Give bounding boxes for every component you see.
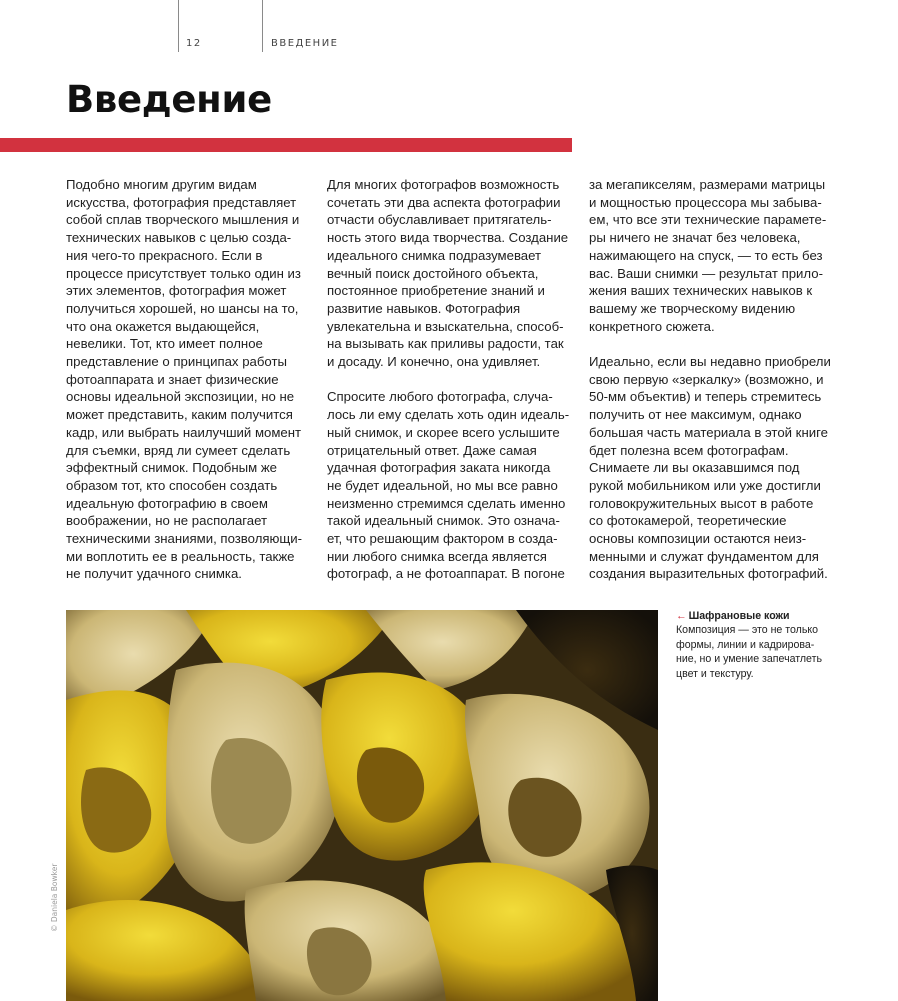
body-text-line: что она окажется выдающейся, — [66, 318, 260, 334]
body-text-line: этих элементов, фотография может — [66, 283, 287, 299]
body-text-line: конкретного сюжета. — [589, 318, 715, 334]
body-text-line: не будет идеальной, но мы все равно — [327, 477, 558, 493]
body-text-line: получить от нее максимум, однако — [589, 407, 802, 423]
body-text-line: основы композиции остаются неиз- — [589, 531, 807, 547]
body-text-line: ет, что решающим фактором в созда- — [327, 531, 558, 547]
body-text-line: представление о принципах работы — [66, 354, 287, 370]
paragraph-gap — [589, 335, 807, 353]
body-text-line: процессе присутствует только один из — [66, 265, 301, 281]
body-text-line: образом тот, кто способен создать — [66, 477, 278, 493]
arrow-left-icon: ← — [676, 610, 687, 622]
body-text-line: лось ли ему сделать хоть один идеаль- — [327, 407, 570, 423]
body-text-line: головокружительных высот в работе — [589, 495, 814, 511]
caption-line: Композиция — это не только — [676, 624, 818, 637]
paragraph-gap — [327, 371, 545, 389]
body-text-line: не получит удачного снимка. — [66, 566, 242, 582]
body-text-line: вашему же творческому видению — [589, 300, 796, 316]
body-text-line: на вызывать как приливы радости, так — [327, 336, 564, 352]
body-text-line: Подобно многим другим видам — [66, 177, 257, 192]
body-text-line: менными и служат фундаментом для — [589, 548, 819, 564]
body-text-line: технических навыков с целью созда- — [66, 230, 292, 246]
body-text-line: вечный поиск достойного объекта, — [327, 265, 539, 281]
body-text-line: отрицательный ответ. Даже самая — [327, 442, 537, 458]
caption-line: ние, но и умение запечатлеть — [676, 653, 822, 666]
body-text-line: техническими знаниями, позволяющи- — [66, 531, 303, 547]
body-text-line: ры ничего не значат без человека, — [589, 230, 801, 246]
caption-title-text: Шафрановые кожи — [688, 610, 790, 622]
body-text-line: свою первую «зеркалку» (возможно, и — [589, 371, 824, 387]
body-text-line: развитие навыков. Фотография — [327, 300, 521, 316]
body-text-line: отчасти обуславливает притягатель- — [327, 212, 552, 228]
running-head-section: ВВЕДЕНИЕ — [271, 38, 339, 49]
body-text-line: Для многих фотографов возможность — [327, 177, 560, 192]
body-text-line: для съемки, вряд ли сумеет сделать — [66, 442, 291, 458]
body-text-line: и досаду. И конечно, она удивляет. — [327, 354, 541, 370]
body-text-line: собой сплав творческого мышления и — [66, 212, 300, 228]
caption-line: цвет и текстуру. — [676, 667, 754, 680]
header-rule-right — [262, 0, 263, 52]
text-column-3 — [589, 176, 831, 583]
body-text-line: ем, что все эти технические парамете- — [589, 212, 827, 228]
saffron-leather-photo — [66, 610, 658, 1001]
body-text-line: может представить, каким получится — [66, 407, 293, 423]
body-text-line: воображении, но не располагает — [66, 513, 268, 529]
photo-credit: © Daniela Bowker — [50, 863, 59, 932]
body-text-line: сочетать эти два аспекта фотографии — [327, 194, 561, 210]
body-text-line: Идеально, если вы недавно приобрели — [589, 354, 831, 370]
photo-illustration — [66, 610, 658, 1001]
body-text-line: эффектный снимок. Подобным же — [66, 460, 278, 476]
body-text-line: идеального снимка подразумевает — [327, 247, 542, 263]
body-text-line: получиться хорошей, но шансы на то, — [66, 300, 299, 316]
body-text-line: 50-мм объектив) и теперь стремитесь — [589, 389, 822, 405]
body-text-line: ность этого вида творчества. Создание — [327, 230, 569, 246]
body-text-line: со фотокамерой, теоретические — [589, 513, 787, 529]
header-rule-left — [178, 0, 179, 52]
body-text-line: за мегапикселям, размерами матрицы — [589, 177, 826, 192]
body-text-line: нажимающего на спуск, — то есть без — [589, 247, 823, 263]
body-text-line: ми воплотить ее в реальность, также — [66, 548, 295, 564]
body-text-line: и мощностью процессора мы забыва- — [589, 194, 822, 210]
body-text-line: ния чего-то прекрасного. Если в — [66, 247, 263, 263]
text-column-2 — [327, 176, 570, 583]
page-number: 12 — [186, 38, 202, 49]
body-text-line: рукой мобильником или уже достигли — [589, 477, 821, 493]
body-text-line: идеальную фотографию в своем — [66, 495, 268, 511]
body-text-line: большая часть материала в этой книге — [589, 424, 828, 440]
body-text-line: такой идеальный снимок. Это означа- — [327, 513, 560, 529]
body-text-line: бдет полезна всем фотографам. — [589, 442, 789, 458]
body-text-line: ный снимок, и скорее всего услышите — [327, 424, 560, 440]
body-text-line: основы идеальной экспозиции, но не — [66, 389, 295, 405]
body-text-line: удачная фотография заката никогда — [327, 460, 551, 476]
body-text-line: жения ваших технических навыков к — [589, 283, 813, 299]
body-text-line: вас. Ваши снимки — результат прило- — [589, 265, 823, 281]
text-column-1 — [66, 176, 303, 583]
chapter-title: Введение — [66, 78, 272, 121]
body-text-line: нии любого снимка всегда является — [327, 548, 547, 564]
photo-caption — [676, 609, 886, 681]
body-text-line: увлекательна и взыскательна, способ- — [327, 318, 564, 334]
body-text-line: неизменно стремимся сделать именно — [327, 495, 566, 511]
body-text-line: Снимаете ли вы оказавшимся под — [589, 460, 800, 476]
body-text-line: искусства, фотография представляет — [66, 194, 297, 210]
body-text-line: кадр, или выбрать наилучший момент — [66, 424, 302, 440]
body-text-line: невелики. Тот, кто имеет полное — [66, 336, 263, 352]
caption-line: формы, линии и кадрирова- — [676, 638, 815, 651]
caption-title — [676, 609, 886, 623]
body-text-line: фотоаппарата и знает физические — [66, 371, 279, 387]
body-text-line: создания выразительных фотографий. — [589, 566, 828, 582]
title-accent-bar — [0, 138, 572, 152]
body-text-line: Спросите любого фотографа, случа- — [327, 389, 553, 405]
body-text-line: постоянное приобретение знаний и — [327, 283, 545, 299]
body-text-line: фотограф, а не фотоаппарат. В погоне — [327, 566, 565, 582]
